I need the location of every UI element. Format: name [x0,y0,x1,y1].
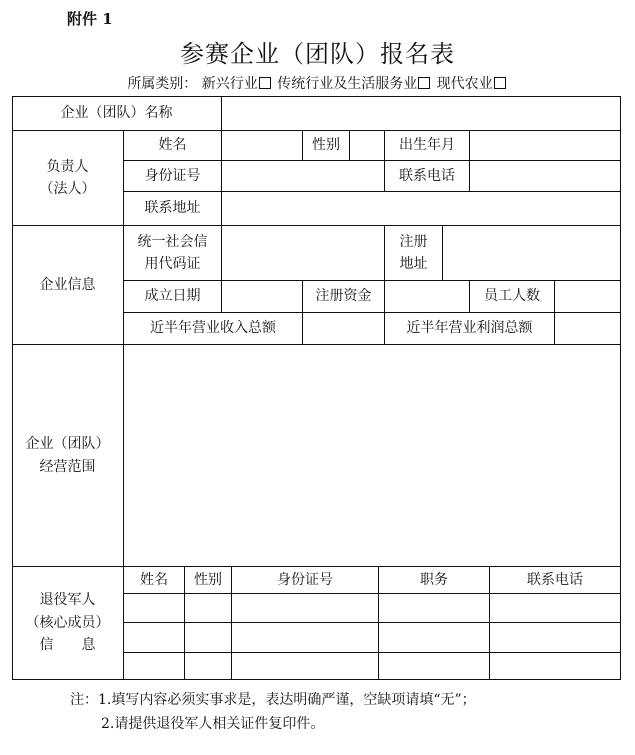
category-line [0,73,635,93]
business-scope-field[interactable] [124,345,620,566]
veteran-col-id: 身份证号 [277,571,333,588]
reg-address-label: 注册 地址 [399,233,428,272]
employee-count-label: 员工人数 [484,288,540,305]
business-scope-label: 企业（团队） 经营范围 [25,436,110,475]
company-info-section-label: 企业信息 [39,276,96,293]
leader-name-label: 姓名 [158,137,187,154]
leader-phone-label: 联系电话 [399,167,455,184]
category-label: 所属类别： [127,76,198,92]
notes [70,688,476,736]
credit-code-label: 统一社会信 用代码证 [137,233,208,272]
registered-capital-label: 注册资金 [315,288,372,305]
checkbox-icon[interactable] [494,77,506,89]
veteran-col-gender: 性别 [194,571,222,588]
category-option-traditional: 传统行业及生活服务业 [277,76,418,92]
note-1: 注：1.填写内容必须实事求是，表达明确严谨，空缺项请填“无”； [70,692,476,708]
form-title: 参赛企业（团队）报名表 [180,40,455,68]
registration-table [12,96,621,680]
veterans-section-label: 退役军人 （核心成员） 信 息 [25,592,110,654]
leader-gender-label: 性别 [312,137,340,154]
veteran-col-position: 职务 [420,571,448,588]
company-name-field[interactable] [222,97,620,130]
leader-id-label: 身份证号 [144,167,201,184]
checkbox-icon[interactable] [418,77,430,89]
leader-birth-label: 出生年月 [399,137,455,154]
company-name-label: 企业（团队）名称 [60,104,173,121]
founded-date-label: 成立日期 [144,288,201,305]
profit-label: 近半年营业利润总额 [406,320,533,337]
leader-address-label: 联系地址 [144,200,201,217]
revenue-label: 近半年营业收入总额 [150,320,276,337]
note-2: 2.请提供退役军人相关证件复印件。 [101,716,325,732]
veteran-col-name: 姓名 [140,571,168,588]
checkbox-icon[interactable] [259,77,271,89]
veteran-col-phone: 联系电话 [527,571,583,588]
category-option-agriculture: 现代农业 [436,76,493,92]
attachment-label: 附件 1 [67,10,113,28]
leader-section-label: 负责人 （法人） [39,158,96,197]
category-option-emerging: 新兴行业 [201,76,258,92]
